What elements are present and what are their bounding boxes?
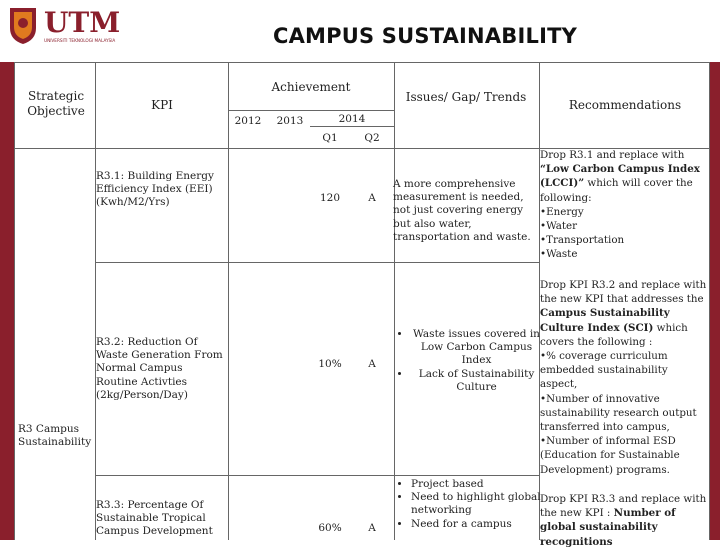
page-title: CAMPUS SUSTAINABILITY [272,24,578,48]
issue-item: • Waste issues covered in Low Carbon Campus Index [411,328,542,368]
header-strategic-objective: Strategic Objective [27,89,85,118]
kpi-r3-3: R3.3: Percentage Of Sustainable Tropical Campus Development [96,499,213,538]
r3-3-q2-value: A [368,522,376,534]
r3-3-issues [397,478,542,531]
r3-2-issues [397,328,542,394]
r3-1-recommendation: Drop R3.1 and replace with “Low Carbon Campus Index (LCCI)” which will cover the following: •Energy •Water •Transportation •Waste [540,149,700,261]
header-q1: Q1 [322,132,338,144]
issue-item: • Project based [411,478,542,491]
r3-1-q1-value: 120 [319,192,341,204]
header-year-2012: 2012 [234,115,262,127]
header-recommendations: Recommendations [568,98,682,112]
r3-2-q1-value: 10% [318,358,342,370]
issue-item: • Need to highlight global networking [411,491,542,517]
header-q2: Q2 [364,132,380,144]
rec-bullet: •% coverage curriculum embedded sustainability aspect, [540,350,668,391]
logo-text: UTM [44,6,121,39]
rec-bullet: •Transportation [540,234,625,247]
header-kpi: KPI [151,98,173,112]
sci-label: Campus Sustainability Culture Index (SCI) [540,307,670,334]
r3-2-q2-value: A [368,358,376,370]
lcci-label: “Low Carbon Campus Index (LCCI)” [540,163,700,190]
utm-crest-icon [10,8,36,44]
kpi-table [14,62,710,548]
issue-item: • Lack of Sustainability Culture [411,368,542,394]
r3-2-recommendation: Drop KPI R3.2 and replace with the new KPI that addresses the Campus Sustainability Culture Index (SCI) which covers the following : •% coverage curriculum embedded sustainability aspect, •Number of innovative sustainability research output transferred into campus, •Number of informal ESD (Education for Sustainable Development) programs. [540,279,707,476]
r3-1-q2-value: A [368,192,376,204]
header-year-2013: 2013 [276,115,304,127]
kpi-r3-1: R3.1: Building Energy Efficiency Index (EEI) (Kwh/M2/Yrs) [96,170,214,209]
header-issues: Issues/ Gap/ Trends [405,90,527,104]
kpi-r3-2: R3.2: Reduction Of Waste Generation From Normal Campus Routine Activties (2kg/Person/Day) [96,336,223,401]
global-recognitions-label: Number of global sustainability recognitions [540,507,676,548]
rec-bullet: •Energy [540,205,584,218]
r3-1-issues: A more comprehensive measurement is needed, not just covering energy but also water, transportation and waste. [393,178,531,243]
rec-bullet: •Number of innovative sustainability research output transferred into campus, [540,392,697,434]
rec-bullet: •Waste [540,248,578,261]
utm-logo [6,2,156,46]
r3-3-recommendation: Drop KPI R3.3 and replace with the new KPI : Number of global sustainability recognitions [540,493,707,548]
header-achievement: Achievement [271,80,351,94]
rec-bullet: •Number of informal ESD (Education for Sustainable Development) programs. [540,435,680,476]
logo-subtext: UNIVERSITI TEKNOLOGI MALAYSIA [44,38,116,43]
rec-bullet: •Water [540,220,578,233]
header-year-2014: 2014 [338,113,366,125]
issue-item: • Need for a campus [411,518,542,531]
r3-3-q1-value: 60% [318,522,342,534]
strategic-objective-value: R3 Campus Sustainability [18,423,92,449]
